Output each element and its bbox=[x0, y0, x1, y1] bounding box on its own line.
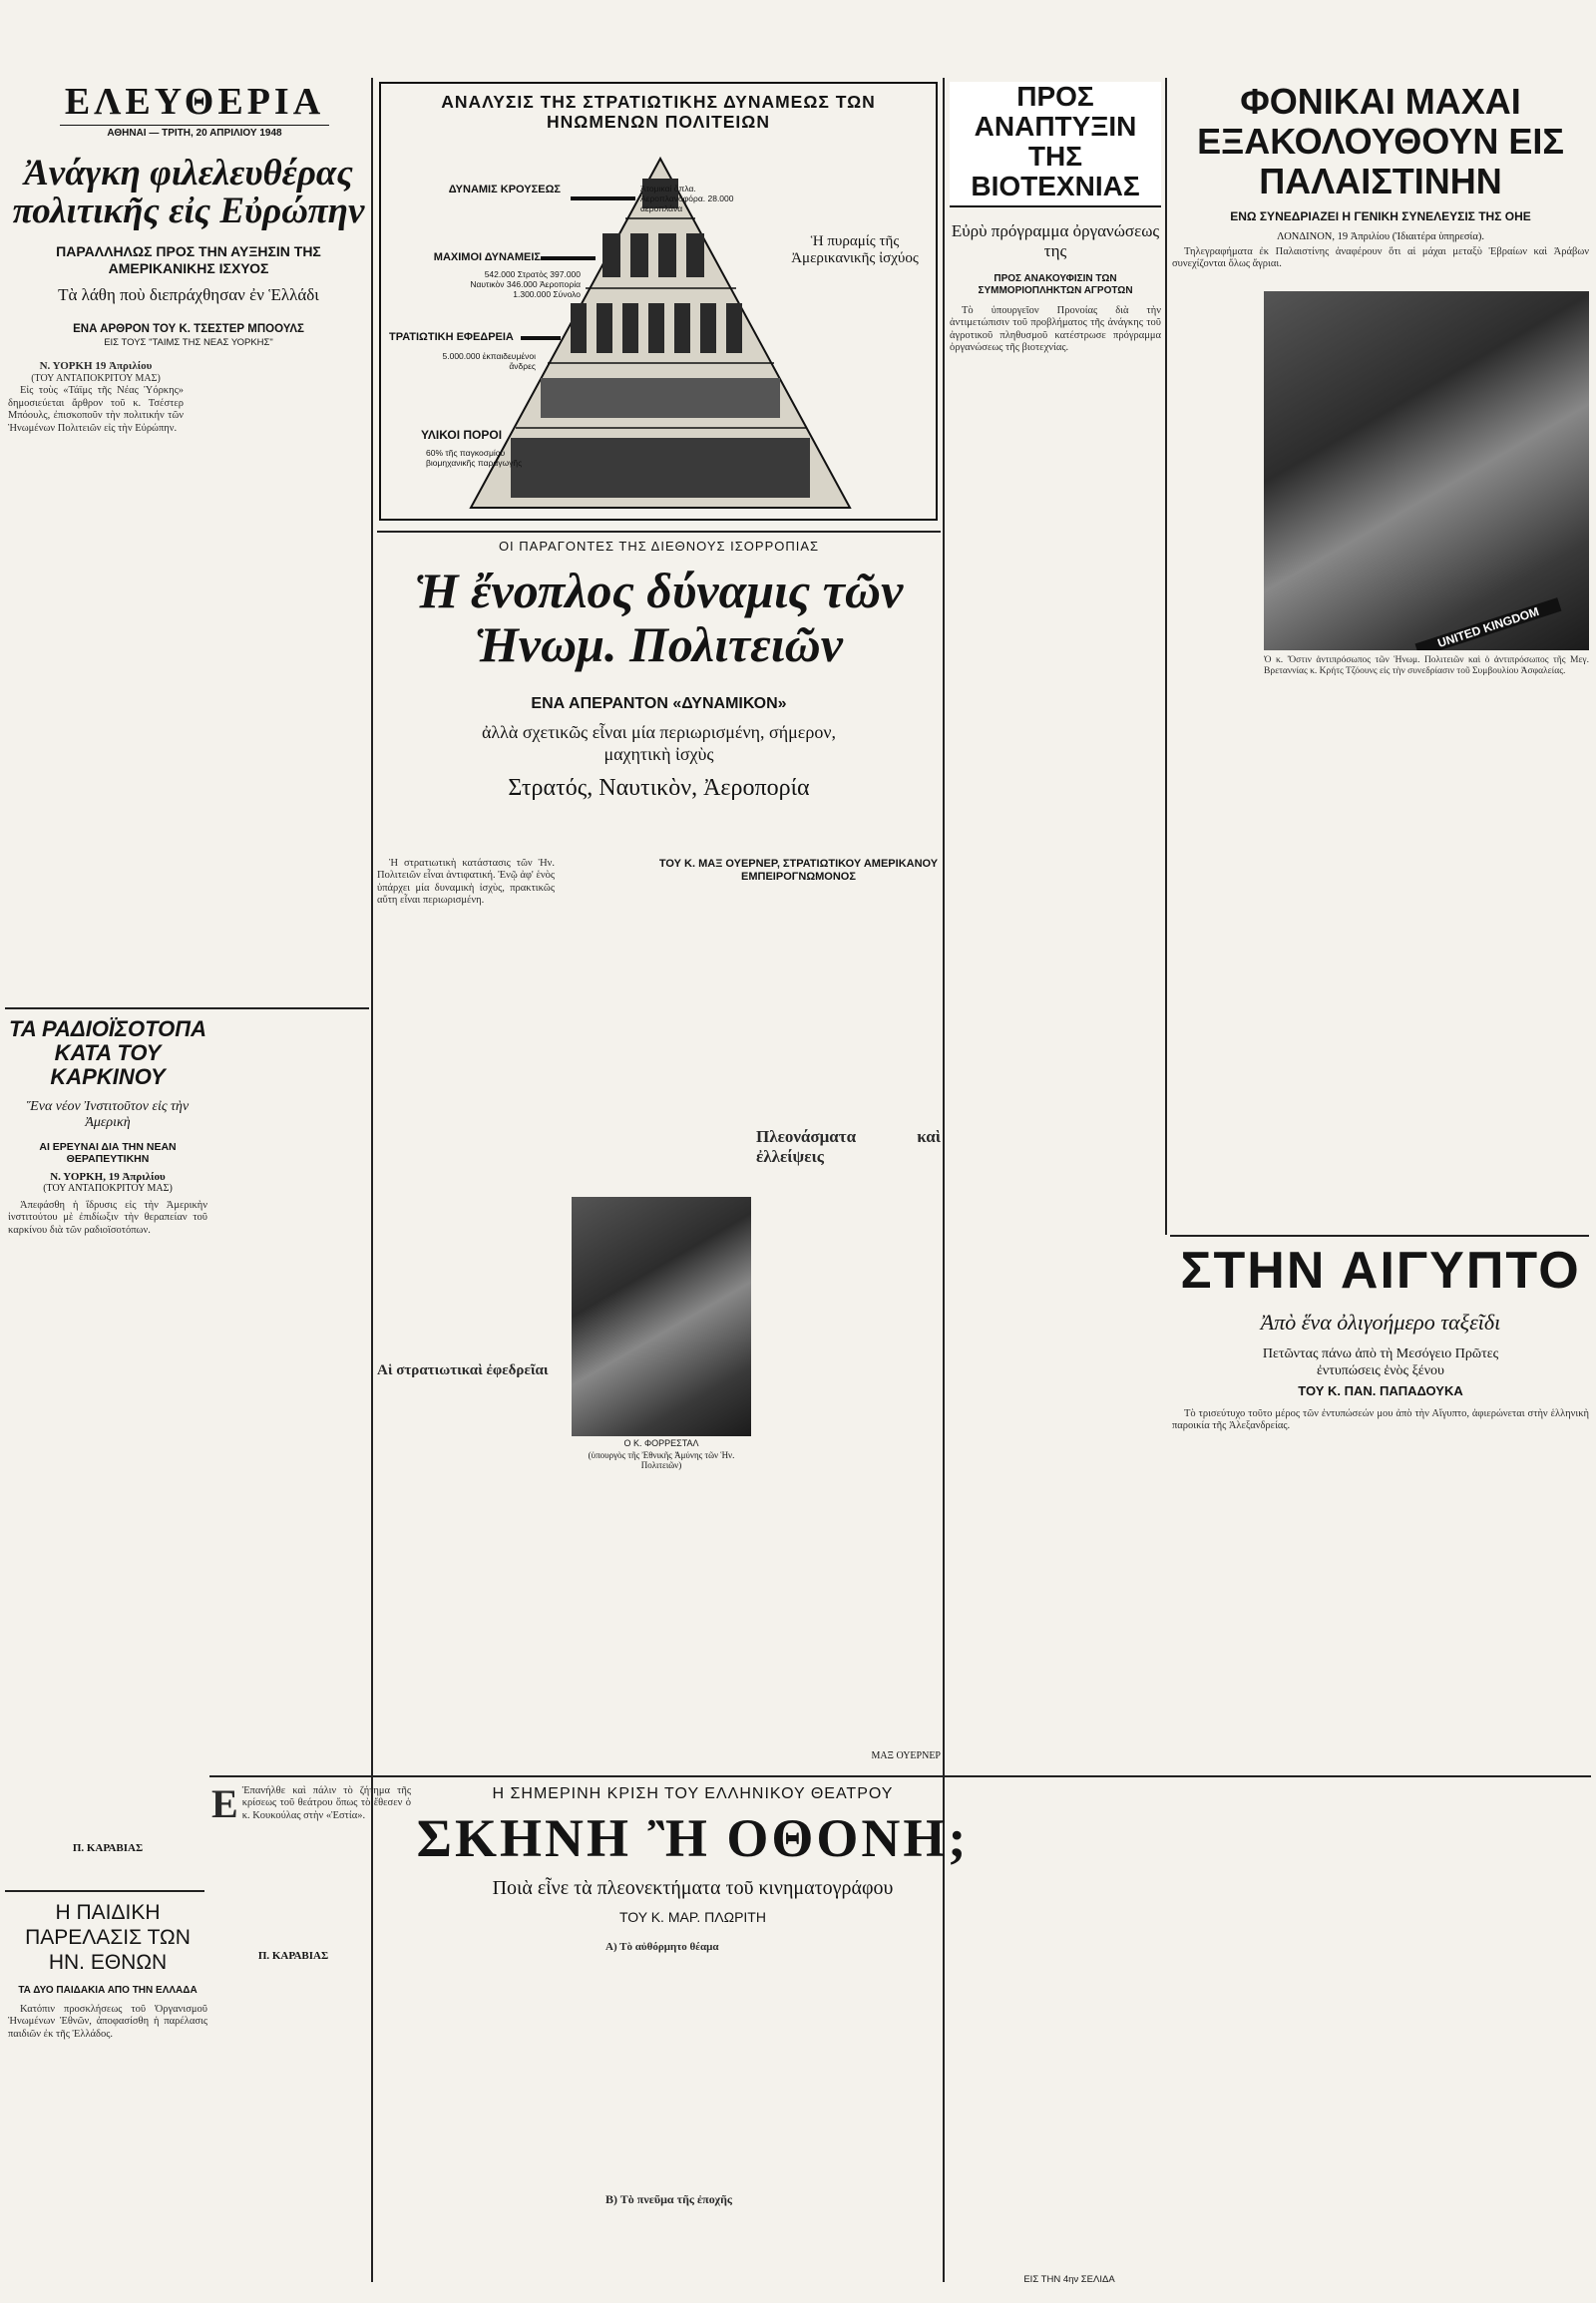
article-dateline: Ν. ΥΟΡΚΗ, 19 Ἀπριλίου bbox=[50, 1171, 166, 1183]
tier-icon bbox=[700, 303, 716, 353]
radio-article bbox=[8, 1017, 207, 1885]
article-subhead-2: ΑΙ ΕΡΕΥΝΑΙ ΔΙΑ ΤΗΝ ΝΕΑΝ ΘΕΡΑΠΕΥΤΙΚΗΝ bbox=[39, 1141, 177, 1165]
article-body-col5 bbox=[975, 1785, 1164, 2264]
newspaper-title: ΕΛΕΥΘΕΡΙΑ bbox=[64, 82, 325, 123]
article-headline: ΦΟΝΙΚΑΙ ΜΑΧΑΙ ΕΞΑΚΟΛΟΥΘΟΥΝ ΕΙΣ ΠΑΛΑΙΣΤΙΝΗΝ bbox=[1197, 82, 1564, 201]
tier-icon bbox=[622, 303, 638, 353]
pyramid-box bbox=[379, 82, 938, 521]
tier-icon bbox=[602, 233, 620, 277]
military-headline-block bbox=[377, 539, 941, 858]
article-body-col3 bbox=[756, 898, 941, 1755]
united-kingdom-sign: UNITED KINGDOM bbox=[1415, 597, 1562, 650]
article-subhead: Εὐρὺ πρόγραμμα ὀργανώσεως της bbox=[951, 221, 1160, 260]
military-body bbox=[377, 858, 941, 1770]
article-lead: Εἰς τοὺς «Τάϊμς τῆς Νέας Ὑόρκης» δημοσιεύεται ἄρθρον τοῦ κ. Τσέστερ Μπόουλς, ἐπισκοποῦν τὴν πολιτικήν τῶν Ἡνωμένων Πολιτειῶν εἰς τὴν Εὐρώπην. bbox=[8, 385, 184, 434]
article-body-col3 bbox=[605, 1935, 780, 2274]
inline-heading: Πλεονάσματα καὶ ἐλλείψεις bbox=[756, 1127, 941, 1166]
label-max-note: 542.000 Στρατὸς 397.000 Ναυτικὸν 346.000 Ἀεροπορία 1.300.000 Σύνολο bbox=[470, 269, 581, 299]
photo-caption-2: (ὑπουργὸς τῆς Ἐθνικῆς Ἀμύνης τῶν Ἡν. Πολιτειῶν) bbox=[588, 1450, 735, 1470]
section-rule bbox=[209, 1775, 1591, 1777]
theatre-article bbox=[211, 1785, 1167, 2294]
article-lead: Ἐπανήλθε καὶ πάλιν τὸ ζήτημα τῆς κρίσεως τοῦ θεάτρου ὅπως τὸ ἔθεσεν ὁ κ. Κουκούλας στὴν «Ἑστία». bbox=[241, 1785, 411, 1821]
article-body bbox=[950, 305, 1161, 1767]
article-dateline-note: (ΤΟΥ ΑΝΤΑΠΟΚΡΙΤΟΥ ΜΑΣ) bbox=[43, 1183, 173, 1194]
egypt-article bbox=[1172, 1242, 1589, 1760]
article-body bbox=[1172, 1408, 1589, 1747]
article-headline: ΣΚΗΝΗ Ἢ ΟΘΟΝΗ; bbox=[416, 1808, 970, 1868]
article-headline: ΤΑ ΡΑΔΙΟΪΣΟΤΟΠΑ ΚΑΤΑ ΤΟΥ ΚΑΡΚΙΝΟΥ bbox=[9, 1017, 206, 1089]
article-byline: ΤΟΥ Κ. ΜΑΞ ΟΥΕΡΝΕΡ, ΣΤΡΑΤΙΩΤΙΚΟΥ ΑΜΕΡΙΚΑΝΟΥ ΕΜΠΕΙΡΟΓΝΩΜΟΝΟΣ bbox=[658, 858, 939, 883]
tier-icon-reserve bbox=[541, 378, 780, 418]
article-body bbox=[8, 1200, 207, 1838]
article-lead: Τηλεγραφήματα ἐκ Παλαιστίνης ἀναφέρουν ὅτι αἱ μάχαι μεταξὺ Ἑβραίων καὶ Ἀράβων συνεχίζονται ὅλως ἄγριαι. bbox=[1172, 246, 1589, 270]
tier-icon bbox=[686, 233, 704, 277]
section-rule bbox=[5, 1890, 204, 1892]
article-dateline: Ν. ΥΟΡΚΗ 19 Ἀπριλίου bbox=[39, 360, 153, 373]
section-rule bbox=[5, 1007, 369, 1009]
article-subhead-2: Τὰ λάθη ποὺ διεπράχθησαν ἐν Ἑλλάδι bbox=[58, 285, 319, 305]
article-kicker: ΟΙ ΠΑΡΑΓΟΝΤΕΣ ΤΗΣ ΔΙΕΘΝΟΥΣ ΙΣΟΡΡΟΠΙΑΣ bbox=[498, 539, 820, 554]
article-dateline-note: (ΤΟΥ ΑΝΤΑΠΟΚΡΙΤΟΥ ΜΑΣ) bbox=[31, 372, 161, 384]
article-subhead-3: Στρατός, Ναυτικὸν, Ἀεροπορία bbox=[508, 775, 810, 801]
tier-icon bbox=[658, 233, 676, 277]
pyramid-caption: Ἡ πυραμίς τῆς Ἀμερικανικῆς ἰσχύος bbox=[791, 233, 919, 266]
tier-icon bbox=[571, 303, 587, 353]
section-rule bbox=[1170, 1235, 1589, 1237]
dateline: ΑΘΗΝΑΙ — ΤΡΙΤΗ, 20 ΑΠΡΙΛΙΟΥ 1948 bbox=[60, 125, 329, 139]
egypt-article-continued bbox=[1172, 1785, 1589, 2284]
article-byline-source: ΕΙΣ ΤΟΥΣ "ΤΑΙΜΣ ΤΗΣ ΝΕΑΣ ΥΟΡΚΗΣ" bbox=[104, 337, 273, 349]
tier-icon-resources bbox=[511, 438, 810, 498]
children-article bbox=[8, 1900, 207, 2289]
article-body-col3 bbox=[1172, 690, 1589, 1229]
forrestal-photo bbox=[572, 1197, 751, 1436]
article-body-col2 bbox=[423, 1935, 598, 2274]
section-rule bbox=[377, 531, 941, 533]
article-lead: Ἀπεφάσθη ἡ ἵδρυσις εἰς τὴν Ἀμερικὴν ἰνστιτούτου μὲ ἐπιδίωξιν τὴν θεραπείαν τοῦ καρκίνου διὰ τῶν ραδιοϊσοτόπων. bbox=[8, 1200, 207, 1236]
article-headline: ΣΤΗΝ ΑΙΓΥΠΤΟ bbox=[1180, 1242, 1581, 1300]
article-signature: Π. ΚΑΡΑΒΙΑΣ bbox=[72, 1842, 144, 1854]
article-byline: ΕΝΑ ΑΡΘΡΟΝ ΤΟΥ Κ. ΤΣΕΣΤΕΡ ΜΠΟΟΥΛΣ bbox=[73, 323, 304, 336]
article-dateline: ΛΟΝΔΙΝΟΝ, 19 Ἀπριλίου (Ἰδιαιτέρα ὑπηρεσία). bbox=[1277, 231, 1484, 242]
drop-cap: Ε bbox=[211, 1785, 238, 1826]
article-body bbox=[8, 360, 184, 998]
tier-icon bbox=[597, 303, 612, 353]
article-subhead-2: ἀλλὰ σχετικῶς εἶναι μία περιωρισμένη, σήμερον, μαχητικὴ ἰσχὺς bbox=[482, 722, 836, 764]
label-industry-note: 5.000.000 ἐκπαιδευμένοι ἄνδρες bbox=[442, 351, 536, 371]
article-headline: Ἀνάγκη φιλελευθέρας πολιτικῆς εἰς Εὐρώπην bbox=[12, 155, 365, 231]
article-lead: Τὸ ὑπουργεῖον Προνοίας διὰ τὴν ἀντιμετώπισιν τοῦ προβλήματος τῆς ἀνάγκης τοῦ ἀγροτικοῦ πληθυσμοῦ κατέστρωσε πρόγραμμα ὀργανώσεως τῆς βιοτεχνίας. bbox=[950, 305, 1161, 354]
label-strike: ΔΥΝΑΜΙΣ ΚΡΟΥΣΕΩΣ bbox=[448, 184, 561, 195]
article-subhead: ΕΝΑ ΑΠΕΡΑΝΤΟΝ «ΔΥΝΑΜΙΚΟΝ» bbox=[531, 695, 787, 712]
article-subhead: Ποιὰ εἶνε τὰ πλεονεκτήματα τοῦ κινηματογράφου bbox=[492, 1877, 894, 1899]
tier-icon bbox=[726, 303, 742, 353]
label-resources-note: 60% τῆς παγκοσμίου βιομηχανικῆς παραγωγῆς bbox=[426, 448, 523, 468]
article-headline: Ἡ ἔνοπλος δύναμις τῶν Ἡνωμ. Πολιτειῶν bbox=[414, 563, 904, 672]
article-body bbox=[211, 1785, 411, 2284]
article-byline: ΤΟΥ Κ. ΜΑΡ. ΠΛΩΡΙΤΗ bbox=[619, 1909, 766, 1925]
continued-notice: ΕΙΣ ΤΗΝ 4ην ΣΕΛΙΔΑ bbox=[1023, 2274, 1115, 2285]
article-lead: Τὸ τρισεύτυχο τοῦτο μέρος τῶν ἐντυπώσεών μου ἀπὸ τὴν Αἴγυπτο, ἀφιερώνεται στὴν ἑλληνικὴ παροικία τῆς Ἀλεξανδρείας. bbox=[1172, 1408, 1589, 1432]
article-body-col4 bbox=[790, 1935, 965, 2274]
palestine-article bbox=[1172, 82, 1589, 1229]
tier-icon bbox=[674, 303, 690, 353]
left-article bbox=[8, 155, 369, 1002]
label-resources: ΥΛΙΚΟΙ ΠΟΡΟΙ bbox=[421, 428, 503, 442]
label-max: ΜΑΧΙΜΟΙ ΔΥΝΑΜΕΙΣ bbox=[433, 251, 541, 263]
masthead bbox=[60, 82, 329, 140]
article-subhead: ΕΝΩ ΣΥΝΕΔΡΙΑΖΕΙ Η ΓΕΝΙΚΗ ΣΥΝΕΛΕΥΣΙΣ ΤΗΣ ΟΗΕ bbox=[1230, 209, 1531, 223]
box-title: ΑΝΑΛΥΣΙΣ ΤΗΣ ΣΤΡΑΤΙΩΤΙΚΗΣ ΔΥΝΑΜΕΩΣ ΤΩΝ ΗΝΩΜΕΝΩΝ ΠΟΛΙΤΕΙΩΝ bbox=[441, 92, 876, 132]
article-deck: Πετῶντας πάνω ἀπὸ τὴ Μεσόγειο Πρῶτες ἐντυπώσεις ἑνὸς ξένου bbox=[1262, 1346, 1499, 1378]
industry-article bbox=[950, 82, 1161, 1767]
article-subhead-2: ΠΡΟΣ ΑΝΑΚΟΥΦΙΣΙΝ ΤΩΝ ΣΥΜΜΟΡΙΟΠΛΗΚΤΩΝ ΑΓΡΟΤΩΝ bbox=[978, 273, 1133, 296]
tier-icon bbox=[630, 233, 648, 277]
article-subhead: Ἀπὸ ἕνα ὀλιγοήμερο ταξεῖδι bbox=[1260, 1310, 1501, 1335]
article-body-col2 bbox=[1172, 291, 1258, 650]
point-heading: Β) Τὸ πνεῦμα τῆς ἐποχῆς bbox=[605, 2192, 732, 2207]
label-strike-note: Ἀτομικαί ὅπλα. Ἀεροπλανοφόρα. 28.000 ἀεροπλάνα bbox=[640, 184, 734, 213]
article-subhead: ΠΑΡΑΛΛΗΛΩΣ ΠΡΟΣ ΤΗΝ ΑΥΞΗΣΙΝ ΤΗΣ ΑΜΕΡΙΚΑΝΙΚΗΣ ΙΣΧΥΟΣ bbox=[56, 243, 321, 277]
point-heading: Α) Τὸ αὐθόρμητο θέαμα bbox=[605, 1941, 719, 1953]
photo-caption: Ὁ κ. Ὄστιν ἀντιπρόσωπος τῶν Ἡνωμ. Πολιτειῶν καὶ ὁ ἀντιπρόσωπος τῆς Μεγ. Βρεταννίας κ. Κρήτς Τζόουνς εἰς τὴν συνεδρίασιν τοῦ Συμβουλίου Ἀσφαλείας. bbox=[1264, 655, 1589, 676]
tier-icon bbox=[648, 303, 664, 353]
article-headline: Η ΠΑΙΔΙΚΗ ΠΑΡΕΛΑΣΙΣ ΤΩΝ ΗΝ. ΕΘΝΩΝ bbox=[25, 1901, 191, 1974]
article-kicker: Η ΣΗΜΕΡΙΝΗ ΚΡΙΣΗ ΤΟΥ ΕΛΛΗΝΙΚΟΥ ΘΕΑΤΡΟΥ bbox=[492, 1785, 894, 1802]
article-lead: Κατόπιν προσκλήσεως τοῦ Ὀργανισμοῦ Ἡνωμένων Ἐθνῶν, ἀποφασίσθη ἡ παρέλασις παιδιῶν ἐκ τῆς Ἑλλάδος. bbox=[8, 2004, 207, 2040]
article-subhead: Ἕνα νέον Ἰνστιτοῦτον εἰς τὴν Ἀμερικὴ bbox=[26, 1099, 190, 1130]
article-headline: ΠΡΟΣ ΑΝΑΠΤΥΞΙΝ ΤΗΣ ΒΙΟΤΕΧΝΙΑΣ bbox=[950, 82, 1161, 207]
article-body bbox=[8, 2004, 207, 2263]
photo-caption: Ο Κ. ΦΟΡΡΕΣΤΑΛ bbox=[623, 1438, 699, 1448]
inline-heading: Αἱ στρατιωτικαὶ ἐφεδρεῖαι bbox=[377, 1361, 549, 1378]
column-rule bbox=[1165, 78, 1167, 1235]
article-byline: ΤΟΥ Κ. ΠΑΝ. ΠΑΠΑΔΟΥΚΑ bbox=[1298, 1383, 1463, 1398]
article-lead: Ἡ στρατιωτικὴ κατάστασις τῶν Ἡν. Πολιτειῶν εἶναι ἀντιφατική. Ἐνῷ ἀφ' ἑνὸς ὑπάρχει μία δυναμικὴ ἰσχὺς, πρακτικῶς αὕτη εἶναι περιωρισμένη. bbox=[377, 858, 555, 907]
label-industry: ΤΡΑΤΙΩΤΙΚΗ ΕΦΕΔΡΕΙΑ bbox=[389, 331, 514, 343]
un-council-photo bbox=[1264, 291, 1589, 650]
article-body-col2 bbox=[194, 360, 369, 998]
article-signature: ΜΑΞ ΟΥΕΡΝΕΡ bbox=[871, 1750, 941, 1761]
article-signature: Π. ΚΑΡΑΒΙΑΣ bbox=[257, 1950, 329, 1962]
article-subhead: ΤΑ ΔΥΟ ΠΑΙΔΑΚΙΑ ΑΠΟ ΤΗΝ ΕΛΛΑΔΑ bbox=[18, 1985, 198, 1996]
article-body bbox=[377, 858, 555, 1755]
